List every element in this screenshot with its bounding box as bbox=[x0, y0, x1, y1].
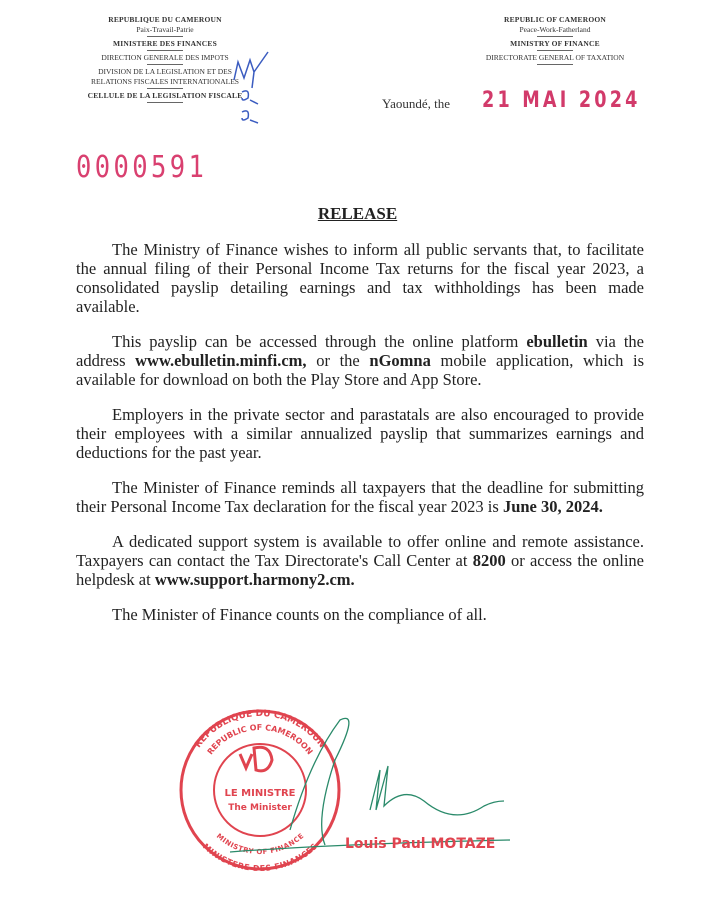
division-fr-1: DIVISION DE LA LEGISLATION ET DES bbox=[98, 67, 232, 76]
app-name: nGomna bbox=[369, 351, 431, 370]
text: A dedicated support system is available to offer online and remote assistance. Taxpayers can contact the Tax Directorate's Call Center at bbox=[76, 532, 644, 570]
document-body bbox=[76, 240, 644, 640]
motto-fr: Paix-Travail-Patrie bbox=[136, 25, 194, 34]
helpdesk-link: www.support.harmony2.cm. bbox=[154, 570, 355, 589]
signatory-name: Louis Paul MOTAZE bbox=[345, 836, 496, 852]
divider bbox=[537, 36, 573, 37]
seal-icon bbox=[181, 709, 339, 873]
text: The Minister of Finance reminds all taxpayers that the deadline for submitting their Personal Income Tax declaration for the fiscal year 2023 is bbox=[76, 478, 644, 516]
country-en: REPUBLIC OF CAMEROON bbox=[503, 15, 607, 24]
divider bbox=[147, 88, 183, 89]
country-fr: REPUBLIQUE DU CAMEROUN bbox=[108, 15, 222, 24]
seal-bottom-en: MINISTRY OF FINANCE bbox=[214, 832, 306, 857]
paragraph-6: The Minister of Finance counts on the compliance of all. bbox=[112, 605, 487, 624]
seal-outer-en: REPUBLIC OF CAMEROON bbox=[205, 722, 315, 757]
divider bbox=[147, 64, 183, 65]
ministry-en: MINISTRY OF FINANCE bbox=[510, 39, 600, 48]
ministry-fr: MINISTERE DES FINANCES bbox=[112, 39, 217, 48]
motto-en: Peace-Work-Fatherland bbox=[519, 25, 591, 34]
division-fr-2: RELATIONS FISCALES INTERNATIONALES bbox=[91, 77, 239, 86]
emblem-icon bbox=[240, 747, 272, 771]
paragraph-1: The Ministry of Finance wishes to inform all public servants that, to facilitate the annual filing of their Personal Income Tax returns for the fiscal year 2023, a consolidated payslip detailing earnings and tax withholdings has been made available. bbox=[76, 240, 644, 316]
paragraph-3: Employers in the private sector and parastatals are also encouraged to provide their employees with a similar annualized payslip that summarizes earnings and deductions for the past year. bbox=[76, 405, 644, 462]
text: This payslip can be accessed through the online platform bbox=[112, 332, 527, 351]
text: or the bbox=[306, 351, 370, 370]
divider bbox=[147, 36, 183, 37]
seal-bottom-fr: MINISTERE DES FINANCES bbox=[200, 841, 320, 874]
text: mobile application, which is available for download on both the Play Store and App Store. bbox=[76, 351, 645, 389]
handwritten-initials-icon bbox=[228, 50, 278, 130]
date-stamp: 21 MAI 2024 bbox=[482, 88, 641, 113]
document-title: RELEASE bbox=[317, 204, 398, 223]
reference-number: 0000591 bbox=[76, 150, 208, 185]
ebulletin-link: www.ebulletin.minfi.cm, bbox=[135, 351, 307, 370]
header-english bbox=[450, 15, 660, 67]
seal-center-fr: LE MINISTRE bbox=[224, 788, 296, 799]
text: via the address bbox=[76, 332, 644, 370]
paragraph-4 bbox=[76, 478, 644, 516]
paragraph-5 bbox=[76, 532, 644, 589]
call-center-number: 8200 bbox=[472, 551, 506, 570]
directorate-en: DIRECTORATE GENERAL OF TAXATION bbox=[485, 53, 625, 62]
seal-outer-fr: REPUBLIQUE DU CAMEROUN bbox=[193, 708, 327, 750]
seal-center-en: The Minister bbox=[228, 803, 292, 813]
text: or access the online helpdesk at bbox=[76, 551, 644, 589]
divider bbox=[537, 50, 573, 51]
directorate-fr: DIRECTION GENERALE DES IMPOTS bbox=[101, 53, 229, 62]
date-prefix: Yaoundé, the bbox=[382, 96, 451, 111]
divider bbox=[147, 50, 183, 51]
unit-fr: CELLULE DE LA LEGISLATION FISCALE bbox=[87, 91, 243, 100]
deadline: June 30, 2024. bbox=[502, 497, 603, 516]
paragraph-2 bbox=[76, 332, 644, 389]
divider bbox=[537, 64, 573, 65]
platform-name: ebulletin bbox=[526, 332, 588, 351]
signature-icon bbox=[230, 718, 510, 852]
divider bbox=[147, 102, 183, 103]
